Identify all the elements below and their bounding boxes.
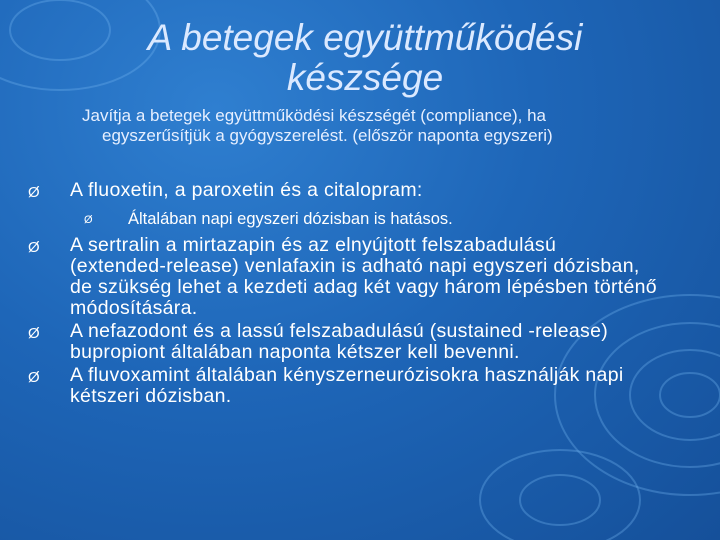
bullet-arrow-icon: Ø	[28, 325, 40, 342]
bullet-item	[28, 180, 658, 201]
bullet-list	[28, 180, 658, 409]
bullet-arrow-icon: Ø	[28, 369, 40, 386]
sub-bullet-arrow-icon: Ø	[84, 214, 93, 226]
bullet-item	[28, 321, 658, 363]
bullet-arrow-icon: Ø	[28, 239, 40, 256]
bullet-text: A sertralin a mirtazapin és az elnyújtott felszabadulású (extended-release) venlafaxin is adható napi egyszeri dózisban, de szükség lehet a kezdeti adag két vagy három lépésben történő módosítására.	[70, 234, 657, 319]
bullet-item	[28, 365, 658, 407]
sub-bullet-text: Általában napi egyszeri dózisban is hatásos.	[128, 210, 453, 228]
sub-bullet-item	[28, 209, 658, 229]
bullet-text: A fluoxetin, a paroxetin és a citalopram:	[70, 179, 423, 201]
bullet-text: A nefazodont és a lassú felszabadulású (sustained -release) bupropiont általában naponta kétszer kell bevenni.	[70, 320, 609, 363]
bullet-text: A fluvoxamint általában kényszerneurózisokra használják napi kétszeri dózisban.	[70, 364, 624, 407]
subtitle-line-1: Javítja a betegek együttműködési készségét (compliance), ha	[82, 106, 546, 125]
slide-subtitle	[82, 106, 662, 146]
subtitle-line-2: egyszerűsítjük a gyógyszerelést. (először naponta egyszeri)	[102, 126, 553, 145]
bullet-item	[28, 235, 658, 319]
bullet-arrow-icon: Ø	[28, 184, 40, 201]
slide-title: A betegek együttműködési készsége	[147, 17, 583, 98]
